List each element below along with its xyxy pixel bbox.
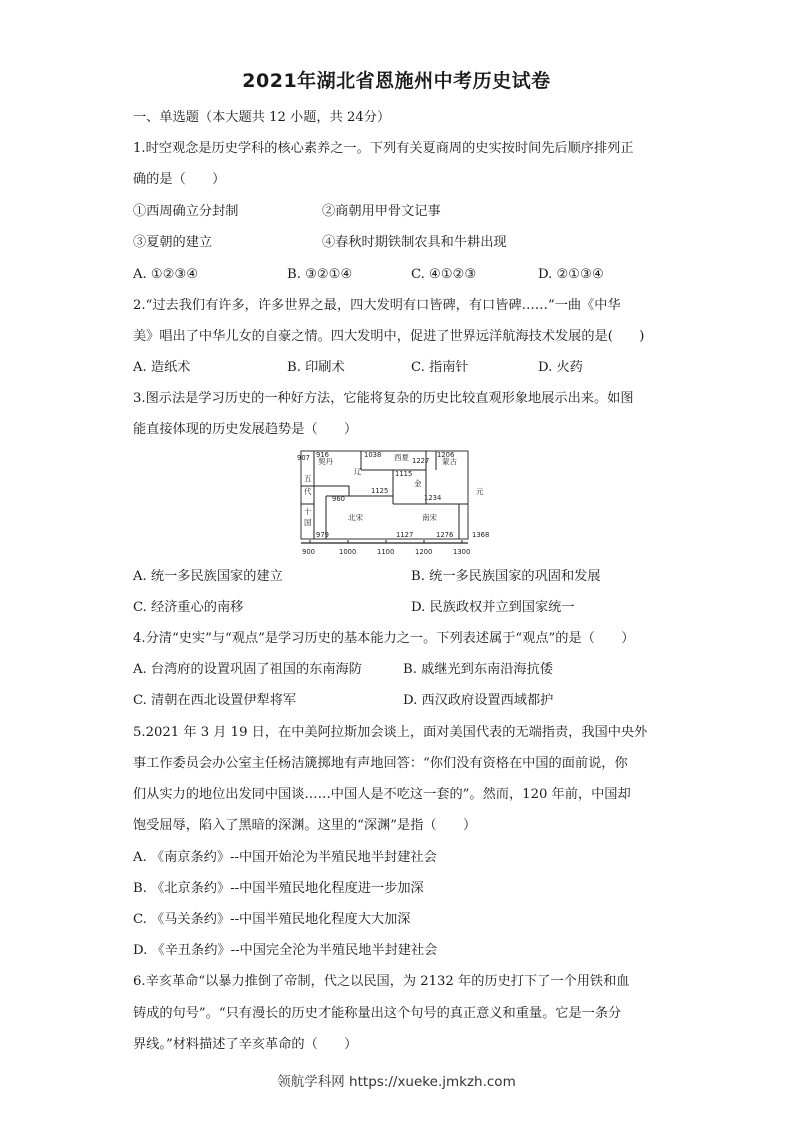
axis-tick-1200: 1200: [415, 548, 433, 556]
map-label-northern-song: 北宋: [348, 513, 363, 522]
q1-option-a: A. ①②③④: [133, 267, 199, 282]
q2-option-b: B. 印刷术: [287, 360, 345, 375]
q4-option-a: A. 台湾府的设置巩固了祖国的东南海防: [133, 662, 362, 677]
q5-option-c: C. 《马关条约》--中国半殖民地化程度大大加深: [133, 912, 411, 927]
q4-stem-line-1: 4.分清“史实”与“观点”是学习历史的基本能力之一。下列表述属于“观点”的是（ ）: [133, 631, 635, 646]
q4-option-d: D. 西汉政府设置西域都护: [403, 693, 554, 708]
q3-option-c: C. 经济重心的南移: [133, 600, 244, 615]
q6-stem-line-3: 界线。”材料描述了辛亥革命的（ ）: [133, 1037, 358, 1052]
q1-item-4: ④春秋时期铁制农具和牛耕出现: [322, 235, 507, 250]
map-label-khitan: 契丹: [318, 457, 333, 466]
axis-tick-900: 900: [302, 548, 315, 556]
q3-option-b: B. 统一多民族国家的巩固和发展: [411, 569, 601, 584]
q5-stem-line-2: 事工作委员会办公室主任杨洁篪掷地有声地回答：“你们没有资格在中国的面前说，你: [133, 756, 628, 771]
q5-stem-line-3: 们从实力的地位出发同中国谈……中国人是不吃这一套的”。然而，120 年前，中国却: [133, 787, 631, 802]
q1-option-b: B. ③②①④: [287, 267, 353, 282]
map-label-yuan: 元: [476, 487, 484, 496]
map-year-960: 960: [332, 495, 345, 503]
map-label-liao: 辽: [354, 467, 362, 476]
q2-stem-line-2: 美》唱出了中华儿女的自豪之情。四大发明中，促进了世界远洋航海技术发展的是( ): [133, 329, 645, 344]
map-year-1115: 1115: [395, 470, 413, 478]
q5-option-a: A. 《南京条约》--中国开始沦为半殖民地半封建社会: [133, 850, 437, 865]
axis-tick-1100: 1100: [377, 548, 395, 556]
q1-item-3: ③夏朝的建立: [133, 235, 213, 250]
q5-stem-line-4: 饱受屈辱，陷入了黑暗的深渊。这里的“深渊”是指（ ）: [133, 818, 477, 833]
map-label-ten-kingdoms-1: 十: [304, 507, 312, 516]
q2-stem-line-1: 2.“过去我们有许多，许多世界之最，四大发明有口皆碑，有口皆碑……”一曲《中华: [133, 298, 621, 313]
q1-stem-line-1: 1.时空观念是历史学科的核心素养之一。下列有关夏商周的史实按时间先后顺序排列正: [133, 141, 634, 156]
map-year-979: 979: [316, 531, 329, 539]
page-title: 2021年湖北省恩施州中考历史试卷: [242, 70, 551, 92]
q2-option-a: A. 造纸术: [133, 360, 191, 375]
axis-tick-1300: 1300: [453, 548, 471, 556]
q1-item-2: ②商朝用甲骨文记事: [322, 204, 441, 219]
footer-watermark: 领航学科网 https://xueke.jmkzh.com: [277, 1074, 516, 1090]
map-label-xixia: 西夏: [394, 453, 409, 462]
map-year-1227: 1227: [412, 457, 430, 465]
map-year-1234: 1234: [424, 494, 442, 502]
q2-option-c: C. 指南针: [411, 360, 469, 375]
map-year-1276: 1276: [436, 531, 454, 539]
q5-option-d: D. 《辛丑条约》--中国完全沦为半殖民地半封建社会: [133, 943, 438, 958]
dynasty-timeline-figure: [296, 448, 496, 560]
q5-stem-line-1: 5.2021 年 3 月 19 日，在中美阿拉斯加会谈上，面对美国代表的无端指责，我国中央外: [133, 725, 648, 740]
q1-option-c: C. ④①②③: [411, 267, 477, 282]
section-heading: 一、单选题（本大题共 12 小题，共 24分）: [133, 110, 391, 125]
q6-stem-line-1: 6.辛亥革命“以暴力推倒了帝制，代之以民国，为 2132 年的历史打下了一个用铁和血: [133, 974, 630, 989]
map-year-1125: 1125: [371, 487, 389, 495]
q1-item-1: ①西周确立分封制: [133, 204, 239, 219]
q1-stem-line-2: 确的是（ ）: [133, 172, 226, 187]
axis-tick-1000: 1000: [339, 548, 357, 556]
map-label-ten-kingdoms-2: 国: [304, 518, 312, 527]
q3-option-a: A. 统一多民族国家的建立: [133, 569, 283, 584]
map-year-916: 916: [316, 451, 329, 459]
q4-option-b: B. 戚继光到东南沿海抗倭: [403, 662, 553, 677]
map-year-1127: 1127: [396, 531, 414, 539]
map-year-1206: 1206: [437, 451, 455, 459]
map-label-mongol: 蒙古: [442, 457, 457, 466]
q5-option-b: B. 《北京条约》--中国半殖民地化程度进一步加深: [133, 881, 424, 896]
map-label-five-dynasties-1: 五: [304, 474, 312, 483]
q2-option-d: D. 火药: [538, 360, 583, 375]
map-year-1038: 1038: [364, 451, 382, 459]
q1-option-d: D. ②①③④: [538, 267, 604, 282]
map-label-jin: 金: [414, 479, 422, 488]
map-year-907: 907: [297, 454, 310, 462]
q3-option-d: D. 民族政权并立到国家统一: [411, 600, 575, 615]
map-year-1368: 1368: [472, 531, 490, 539]
map-label-southern-song: 南宋: [422, 513, 437, 522]
map-label-five-dynasties-2: 代: [304, 487, 312, 496]
q3-stem-line-1: 3.图示法是学习历史的一种好方法，它能将复杂的历史比较直观形象地展示出来。如图: [133, 391, 634, 406]
q4-option-c: C. 清朝在西北设置伊犁将军: [133, 693, 297, 708]
q3-stem-line-2: 能直接体现的历史发展趋势是（ ）: [133, 422, 358, 437]
q6-stem-line-2: 铸成的句号”。“只有漫长的历史才能称量出这个句号的真正意义和重量。它是一条分: [133, 1006, 622, 1021]
